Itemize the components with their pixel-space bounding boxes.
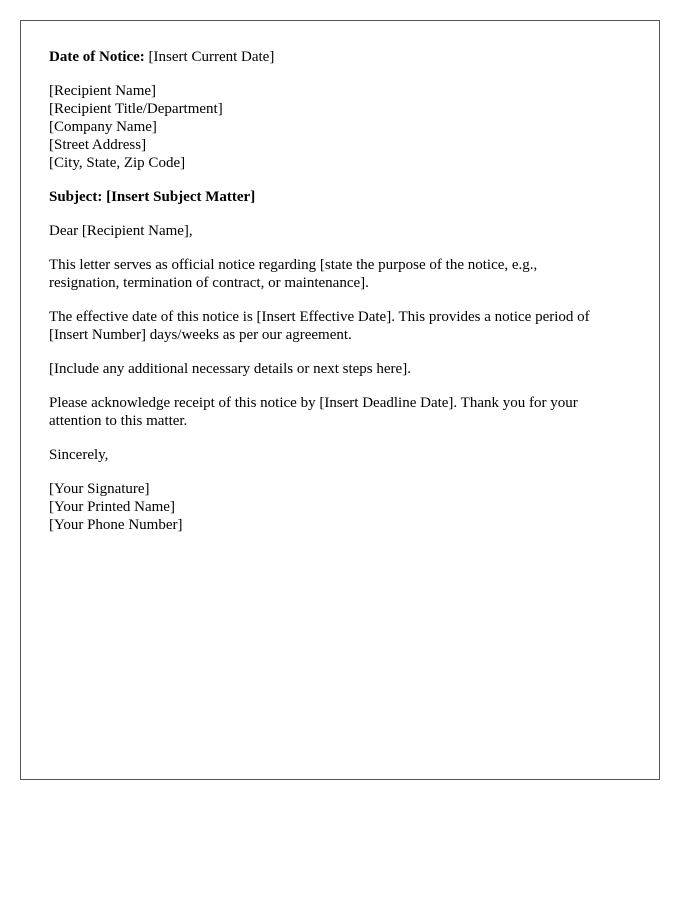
phone-number: [Your Phone Number]	[49, 517, 183, 533]
body-paragraph-effective-date	[49, 308, 631, 344]
body-paragraph-acknowledge	[49, 394, 631, 430]
street-address: [Street Address]	[49, 137, 147, 153]
city-state-zip: [City, State, Zip Code]	[49, 155, 186, 171]
date-value: [Insert Current Date]	[148, 49, 275, 65]
recipient-address-block	[49, 82, 631, 172]
body-text-line: [Insert Number] days/weeks as per our agreement.	[49, 327, 352, 343]
body-paragraph-details	[49, 360, 631, 378]
date-line	[49, 48, 631, 66]
body-text-line: The effective date of this notice is [Insert Effective Date]. This provides a notice period of	[49, 309, 590, 325]
body-text-line: attention to this matter.	[49, 413, 188, 429]
body-text-line: resignation, termination of contract, or maintenance].	[49, 275, 369, 291]
closing: Sincerely,	[49, 447, 109, 463]
signature-block	[49, 480, 631, 534]
printed-name: [Your Printed Name]	[49, 499, 175, 515]
subject-line	[49, 188, 631, 206]
recipient-name: [Recipient Name]	[49, 83, 157, 99]
body-text-line: Please acknowledge receipt of this notice by [Insert Deadline Date]. Thank you for your	[49, 395, 578, 411]
body-text-line: This letter serves as official notice regarding [state the purpose of the notice, e.g.,	[49, 257, 538, 273]
letter-page	[20, 20, 660, 780]
subject-value: [Insert Subject Matter]	[106, 189, 256, 205]
body-text-line: [Include any additional necessary details or next steps here].	[49, 361, 411, 377]
body-paragraph-purpose	[49, 256, 631, 292]
company-name: [Company Name]	[49, 119, 157, 135]
recipient-title: [Recipient Title/Department]	[49, 101, 223, 117]
salutation: Dear [Recipient Name],	[49, 223, 193, 239]
signature-line: [Your Signature]	[49, 481, 150, 497]
subject-label: Subject:	[49, 189, 103, 205]
date-label: Date of Notice:	[49, 49, 145, 65]
